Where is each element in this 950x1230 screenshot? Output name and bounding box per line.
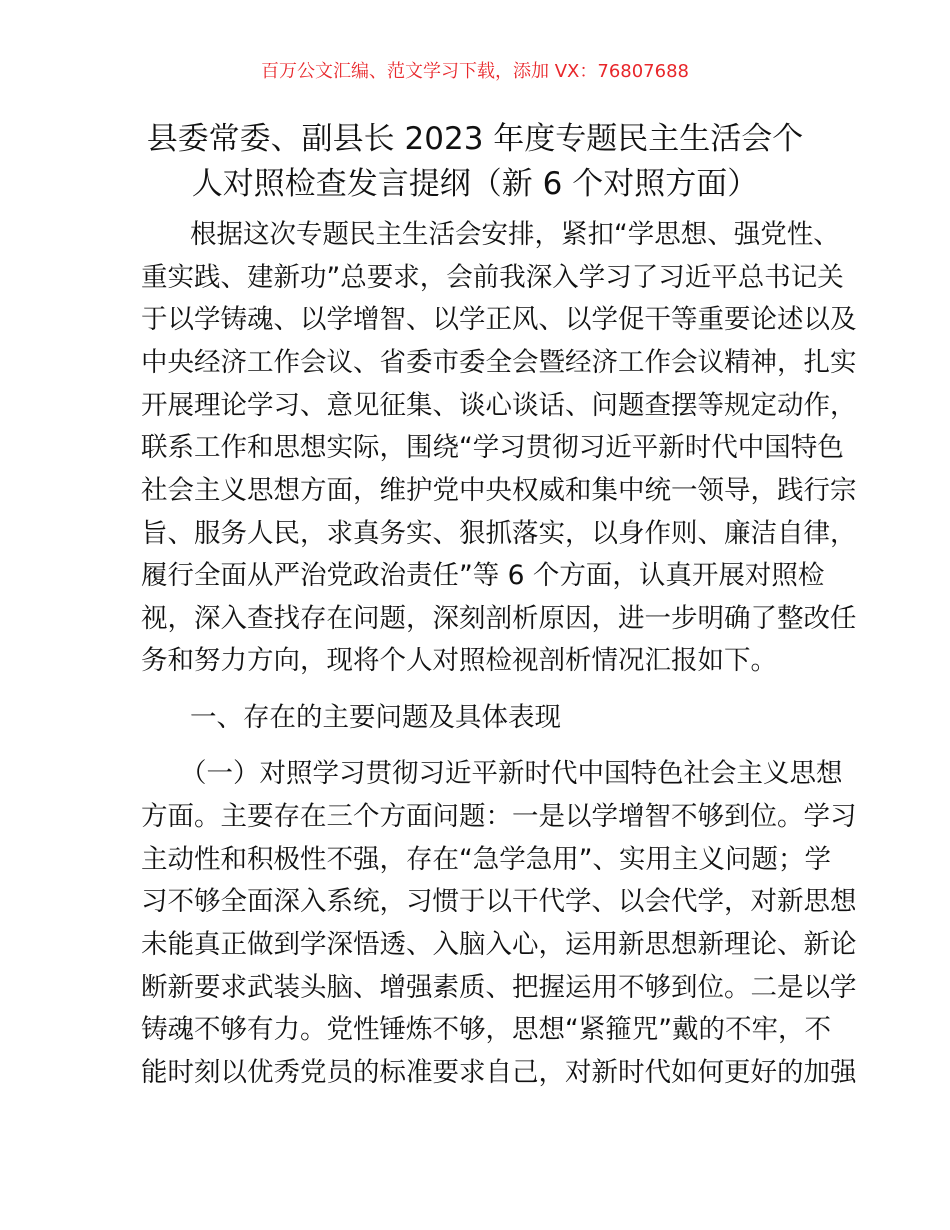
text-line: 旨、服务人民，求真务实、狠抓落实，以身作则、廉洁自律， bbox=[141, 518, 857, 549]
text-line: 务和努力方向，现将个人对照检视剖析情况汇报如下。 bbox=[141, 645, 777, 676]
text-line: 社会主义思想方面，维护党中央权威和集中统一领导，践行宗 bbox=[141, 475, 857, 506]
text-line: 履行全面从严治党政治责任”等 6 个方面，认真开展对照检 bbox=[141, 560, 825, 591]
watermark-header: 百万公文汇编、范文学习下载，添加 VX：76807688 bbox=[261, 61, 689, 82]
text-line: 铸魂不够有力。党性锤炼不够，思想“紧箍咒”戴的不牢，不 bbox=[141, 1014, 831, 1045]
text-line: 联系工作和思想实际，围绕“学习贯彻习近平新时代中国特色 bbox=[141, 432, 844, 463]
text-line: 习不够全面深入系统，习惯于以干代学、以会代学，对新思想 bbox=[141, 886, 857, 917]
text-line: 方面。主要存在三个方面问题：一是以学增智不够到位。学习 bbox=[141, 801, 857, 832]
text-line: （一）对照学习贯彻习近平新时代中国特色社会主义思想 bbox=[180, 758, 843, 789]
text-line: 未能真正做到学深悟透、入脑入心，运用新思想新理论、新论 bbox=[141, 929, 857, 960]
document-title-line-1: 县委常委、副县长 2023 年度专题民主生活会个 bbox=[146, 121, 804, 157]
text-line: 中央经济工作会议、省委市委全会暨经济工作会议精神，扎实 bbox=[141, 347, 857, 378]
text-line: 主动性和积极性不强，存在“急学急用”、实用主义问题；学 bbox=[141, 844, 831, 875]
text-line: 根据这次专题民主生活会安排，紧扣“学思想、强党性、 bbox=[190, 219, 840, 250]
text-line: 于以学铸魂、以学增智、以学正风、以学促干等重要论述以及 bbox=[141, 304, 857, 335]
document-title-line-2: 人对照检查发言提纲（新 6 个对照方面） bbox=[191, 166, 759, 202]
text-line: 断新要求武装头脑、增强素质、把握运用不够到位。二是以学 bbox=[141, 972, 857, 1003]
text-line: 重实践、建新功”总要求，会前我深入学习了习近平总书记关 bbox=[141, 262, 844, 293]
text-line: 开展理论学习、意见征集、谈心谈话、问题查摆等规定动作， bbox=[141, 390, 857, 421]
text-line: 视，深入查找存在问题，深刻剖析原因，进一步明确了整改任 bbox=[141, 603, 857, 634]
text-line: 能时刻以优秀党员的标准要求自己，对新时代如何更好的加强 bbox=[141, 1057, 857, 1088]
section-heading: 一、存在的主要问题及具体表现 bbox=[190, 702, 561, 733]
